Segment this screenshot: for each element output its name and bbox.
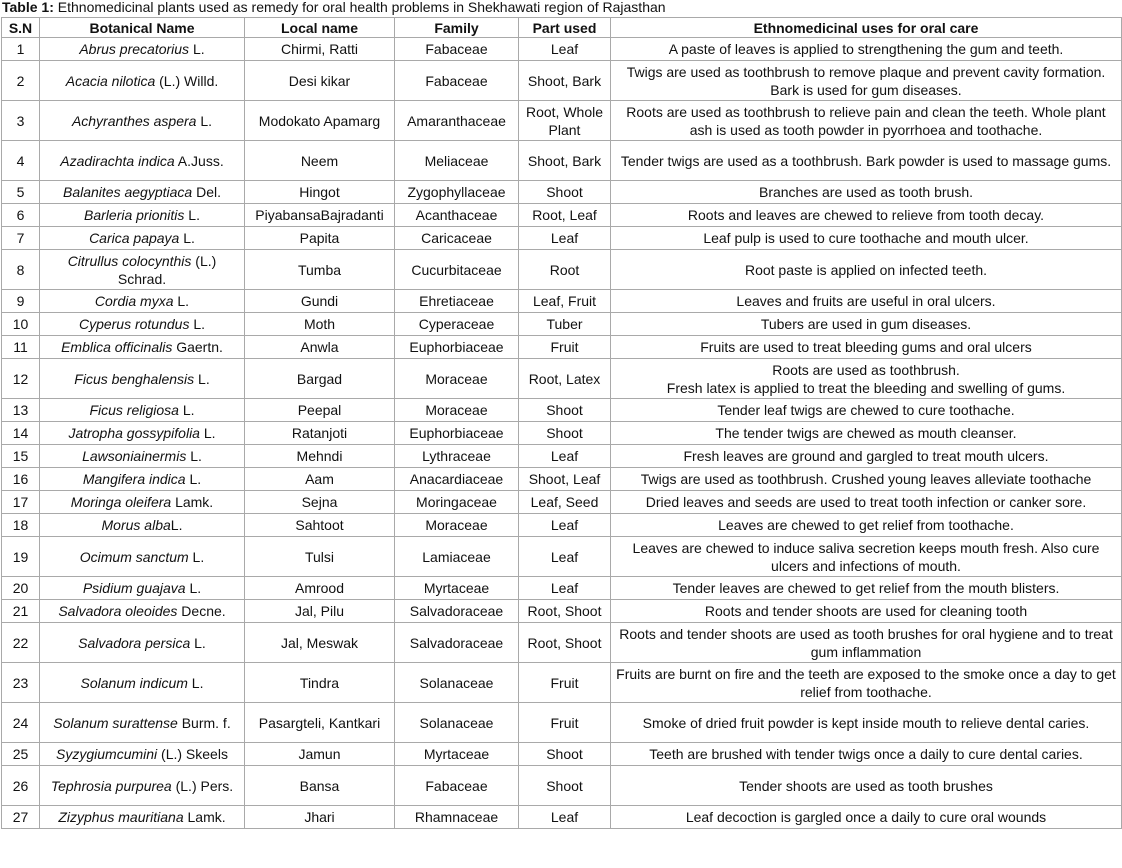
- cell-family: Lamiaceae: [395, 537, 519, 577]
- botanical-author: Gaertn.: [172, 339, 223, 355]
- botanical-genus-species: Cordia myxa: [94, 293, 174, 309]
- cell-local-name: Modokato Apamarg: [245, 101, 395, 141]
- table-row: [2, 514, 1122, 537]
- cell-botanical-name: [40, 250, 245, 290]
- botanical-author: L.: [170, 517, 183, 533]
- botanical-genus-species: Salvadora oleoides: [58, 603, 178, 619]
- botanical-author: L.: [184, 207, 200, 223]
- cell-sn: 5: [2, 181, 40, 204]
- cell-uses: Fruits are burnt on fire and the teeth are exposed to the smoke once a day to get relief from toothache.: [611, 663, 1122, 703]
- cell-uses: Twigs are used as toothbrush. Crushed young leaves alleviate toothache: [611, 468, 1122, 491]
- table-row: [2, 204, 1122, 227]
- cell-botanical-name: [40, 227, 245, 250]
- cell-part-used: Shoot, Bark: [519, 141, 611, 181]
- cell-local-name: Papita: [245, 227, 395, 250]
- cell-family: Euphorbiaceae: [395, 422, 519, 445]
- table-row: [2, 227, 1122, 250]
- botanical-author: L.: [173, 293, 190, 309]
- botanical-author: L.: [189, 41, 205, 57]
- botanical-author: Lamk.: [183, 809, 226, 825]
- botanical-genus-species: Psidium guajava: [82, 580, 186, 596]
- cell-sn: 2: [2, 61, 40, 101]
- botanical-genus-species: Carica papaya: [89, 230, 180, 246]
- cell-uses: Teeth are brushed with tender twigs once a daily to cure dental caries.: [611, 743, 1122, 766]
- table-row: [2, 359, 1122, 399]
- botanical-genus-species: Zizyphus mauritiana: [58, 809, 184, 825]
- botanical-author: Burm. f.: [177, 714, 231, 731]
- cell-uses: A paste of leaves is applied to strengthening the gum and teeth.: [611, 38, 1122, 61]
- table-row: [2, 537, 1122, 577]
- table-row: [2, 399, 1122, 422]
- cell-botanical-name: [40, 468, 245, 491]
- table-row: [2, 313, 1122, 336]
- cell-botanical-name: [40, 806, 245, 829]
- cell-part-used: Shoot: [519, 743, 611, 766]
- cell-sn: 4: [2, 141, 40, 181]
- cell-uses: Roots are used as toothbrush. Fresh latex is applied to treat the bleeding and swelling of gums.: [611, 359, 1122, 399]
- cell-part-used: Shoot: [519, 399, 611, 422]
- botanical-author: L.: [179, 230, 195, 246]
- cell-local-name: Jamun: [245, 743, 395, 766]
- cell-botanical-name: [40, 600, 245, 623]
- botanical-author: (L.) Willd.: [155, 72, 219, 89]
- cell-sn: 1: [2, 38, 40, 61]
- cell-family: Fabaceae: [395, 61, 519, 101]
- cell-part-used: Root, Latex: [519, 359, 611, 399]
- table-caption: [0, 0, 1122, 17]
- cell-part-used: Shoot: [519, 422, 611, 445]
- cell-part-used: Shoot, Bark: [519, 61, 611, 101]
- cell-part-used: Fruit: [519, 703, 611, 743]
- cell-part-used: Tuber: [519, 313, 611, 336]
- cell-local-name: Bansa: [245, 766, 395, 806]
- cell-uses: Leaves are chewed to induce saliva secretion keeps mouth fresh. Also cure ulcers and infections of mouth.: [611, 537, 1122, 577]
- cell-botanical-name: [40, 623, 245, 663]
- cell-family: Zygophyllaceae: [395, 181, 519, 204]
- cell-local-name: PiyabansaBajradanti: [245, 204, 395, 227]
- botanical-author: L.: [189, 316, 206, 332]
- botanical-author: A.Juss.: [174, 152, 224, 169]
- cell-botanical-name: [40, 491, 245, 514]
- botanical-author: L.: [188, 548, 205, 565]
- cell-botanical-name: [40, 359, 245, 399]
- cell-part-used: Leaf: [519, 514, 611, 537]
- table-row: [2, 663, 1122, 703]
- cell-uses: Leaves and fruits are useful in oral ulcers.: [611, 290, 1122, 313]
- cell-uses: Twigs are used as toothbrush to remove plaque and prevent cavity formation. Bark is used for gum diseases.: [611, 61, 1122, 101]
- cell-family: Anacardiaceae: [395, 468, 519, 491]
- cell-uses: Root paste is applied on infected teeth.: [611, 250, 1122, 290]
- cell-family: Cyperaceae: [395, 313, 519, 336]
- cell-sn: 7: [2, 227, 40, 250]
- botanical-genus-species: Jatropha gossypifolia: [68, 425, 200, 441]
- cell-sn: 16: [2, 468, 40, 491]
- cell-sn: 10: [2, 313, 40, 336]
- cell-local-name: Moth: [245, 313, 395, 336]
- cell-local-name: Bargad: [245, 359, 395, 399]
- cell-local-name: Desi kikar: [245, 61, 395, 101]
- cell-part-used: Shoot: [519, 766, 611, 806]
- table-row: [2, 703, 1122, 743]
- cell-botanical-name: [40, 537, 245, 577]
- cell-part-used: Shoot, Leaf: [519, 468, 611, 491]
- table-row: [2, 422, 1122, 445]
- cell-uses: Tender leaves are chewed to get relief from the mouth blisters.: [611, 577, 1122, 600]
- header-sn: S.N: [2, 18, 40, 38]
- cell-sn: 24: [2, 703, 40, 743]
- cell-uses: Roots are used as toothbrush to relieve pain and clean the teeth. Whole plant ash is used as tooth powder in pyorrhoea and toothache.: [611, 101, 1122, 141]
- cell-uses: Branches are used as tooth brush.: [611, 181, 1122, 204]
- table-row: [2, 743, 1122, 766]
- cell-part-used: Leaf, Seed: [519, 491, 611, 514]
- botanical-genus-species: Ocimum sanctum: [79, 548, 189, 565]
- cell-botanical-name: [40, 204, 245, 227]
- cell-sn: 22: [2, 623, 40, 663]
- table-row: [2, 600, 1122, 623]
- cell-uses: Roots and tender shoots are used as tooth brushes for oral hygiene and to treat gum inflammation: [611, 623, 1122, 663]
- cell-sn: 13: [2, 399, 40, 422]
- cell-botanical-name: [40, 514, 245, 537]
- botanical-author: Del.: [192, 184, 221, 200]
- botanical-author: L.: [196, 112, 213, 129]
- cell-uses: Leaf decoction is gargled once a daily to cure oral wounds: [611, 806, 1122, 829]
- cell-uses: Fruits are used to treat bleeding gums and oral ulcers: [611, 336, 1122, 359]
- cell-family: Lythraceae: [395, 445, 519, 468]
- table-row: [2, 806, 1122, 829]
- botanical-author: L.: [199, 425, 216, 441]
- table-caption-text: Ethnomedicinal plants used as remedy for oral health problems in Shekhawati region of Rajasthan: [53, 0, 666, 15]
- cell-botanical-name: [40, 181, 245, 204]
- cell-sn: 27: [2, 806, 40, 829]
- cell-uses: Tender twigs are used as a toothbrush. Bark powder is used to massage gums.: [611, 141, 1122, 181]
- cell-sn: 3: [2, 101, 40, 141]
- table-row: [2, 623, 1122, 663]
- cell-local-name: Tindra: [245, 663, 395, 703]
- table-header-row: [2, 18, 1122, 38]
- cell-part-used: Fruit: [519, 336, 611, 359]
- botanical-author: L.: [194, 370, 210, 387]
- table-row: [2, 445, 1122, 468]
- table-row: [2, 38, 1122, 61]
- cell-uses: Dried leaves and seeds are used to treat tooth infection or canker sore.: [611, 491, 1122, 514]
- cell-local-name: Anwla: [245, 336, 395, 359]
- table-row: [2, 61, 1122, 101]
- cell-family: Moraceae: [395, 399, 519, 422]
- botanical-genus-species: Mangifera indica: [82, 471, 186, 487]
- cell-part-used: Root, Leaf: [519, 204, 611, 227]
- botanical-genus-species: Acacia nilotica: [65, 72, 156, 89]
- table-row: [2, 181, 1122, 204]
- cell-sn: 6: [2, 204, 40, 227]
- table-body: [2, 38, 1122, 829]
- cell-family: Myrtaceae: [395, 577, 519, 600]
- cell-family: Amaranthaceae: [395, 101, 519, 141]
- cell-sn: 19: [2, 537, 40, 577]
- cell-uses: Tender shoots are used as tooth brushes: [611, 766, 1122, 806]
- cell-part-used: Shoot: [519, 181, 611, 204]
- cell-local-name: Peepal: [245, 399, 395, 422]
- cell-sn: 21: [2, 600, 40, 623]
- cell-family: Fabaceae: [395, 38, 519, 61]
- cell-family: Salvadoraceae: [395, 623, 519, 663]
- botanical-author: Decne.: [177, 603, 226, 619]
- cell-local-name: Ratanjoti: [245, 422, 395, 445]
- cell-local-name: Sejna: [245, 491, 395, 514]
- botanical-author: (L.) Skeels: [157, 746, 228, 762]
- cell-part-used: Leaf: [519, 577, 611, 600]
- botanical-genus-species: Ficus benghalensis: [74, 370, 195, 387]
- cell-part-used: Fruit: [519, 663, 611, 703]
- cell-uses: Tubers are used in gum diseases.: [611, 313, 1122, 336]
- cell-local-name: Tumba: [245, 250, 395, 290]
- cell-botanical-name: [40, 141, 245, 181]
- table-row: [2, 766, 1122, 806]
- cell-sn: 25: [2, 743, 40, 766]
- cell-family: Fabaceae: [395, 766, 519, 806]
- cell-uses: The tender twigs are chewed as mouth cleanser.: [611, 422, 1122, 445]
- cell-local-name: Sahtoot: [245, 514, 395, 537]
- cell-family: Moringaceae: [395, 491, 519, 514]
- cell-sn: 17: [2, 491, 40, 514]
- botanical-genus-species: Moringa oleifera: [70, 494, 172, 510]
- cell-sn: 9: [2, 290, 40, 313]
- cell-part-used: Leaf: [519, 227, 611, 250]
- cell-sn: 14: [2, 422, 40, 445]
- cell-part-used: Leaf: [519, 445, 611, 468]
- cell-uses: Smoke of dried fruit powder is kept inside mouth to relieve dental caries.: [611, 703, 1122, 743]
- cell-botanical-name: [40, 101, 245, 141]
- cell-local-name: Amrood: [245, 577, 395, 600]
- cell-family: Moraceae: [395, 359, 519, 399]
- botanical-genus-species: Azadirachta indica: [60, 152, 175, 169]
- cell-sn: 20: [2, 577, 40, 600]
- cell-part-used: Root: [519, 250, 611, 290]
- cell-botanical-name: [40, 577, 245, 600]
- botanical-genus-species: Tephrosia purpurea: [50, 777, 172, 794]
- cell-part-used: Leaf: [519, 38, 611, 61]
- header-uses: Ethnomedicinal uses for oral care: [611, 18, 1122, 38]
- cell-uses: Fresh leaves are ground and gargled to treat mouth ulcers.: [611, 445, 1122, 468]
- cell-local-name: Jal, Meswak: [245, 623, 395, 663]
- cell-botanical-name: [40, 703, 245, 743]
- header-family: Family: [395, 18, 519, 38]
- cell-part-used: Leaf, Fruit: [519, 290, 611, 313]
- botanical-genus-species: Cyperus rotundus: [78, 316, 190, 332]
- cell-botanical-name: [40, 422, 245, 445]
- cell-part-used: Root, Whole Plant: [519, 101, 611, 141]
- botanical-genus-species: Balanites aegyptiaca: [63, 184, 193, 200]
- botanical-author: (L.) Schrad.: [117, 252, 217, 287]
- cell-family: Cucurbitaceae: [395, 250, 519, 290]
- table-row: [2, 491, 1122, 514]
- botanical-genus-species: Lawsoniainermis: [82, 448, 187, 464]
- cell-family: Salvadoraceae: [395, 600, 519, 623]
- cell-family: Solanaceae: [395, 663, 519, 703]
- botanical-genus-species: Morus alba: [101, 517, 171, 533]
- botanical-author: L.: [178, 402, 195, 418]
- table-row: [2, 468, 1122, 491]
- cell-local-name: Hingot: [245, 181, 395, 204]
- cell-botanical-name: [40, 336, 245, 359]
- botanical-genus-species: Solanum surattense: [53, 714, 178, 731]
- botanical-genus-species: Achyranthes aspera: [71, 112, 197, 129]
- cell-family: Caricaceae: [395, 227, 519, 250]
- botanical-author: L.: [190, 634, 206, 651]
- cell-uses: Roots and tender shoots are used for cleaning tooth: [611, 600, 1122, 623]
- cell-sn: 18: [2, 514, 40, 537]
- cell-sn: 15: [2, 445, 40, 468]
- cell-part-used: Leaf: [519, 806, 611, 829]
- table-row: [2, 141, 1122, 181]
- botanical-genus-species: Barleria prionitis: [84, 207, 185, 223]
- cell-part-used: Leaf: [519, 537, 611, 577]
- botanical-author: L.: [185, 471, 202, 487]
- cell-family: Moraceae: [395, 514, 519, 537]
- table-row: [2, 101, 1122, 141]
- cell-uses: Leaves are chewed to get relief from toothache.: [611, 514, 1122, 537]
- cell-family: Rhamnaceae: [395, 806, 519, 829]
- cell-sn: 11: [2, 336, 40, 359]
- cell-family: Ehretiaceae: [395, 290, 519, 313]
- header-local-name: Local name: [245, 18, 395, 38]
- cell-local-name: Tulsi: [245, 537, 395, 577]
- ethnomedicinal-plants-table: [1, 17, 1122, 829]
- cell-local-name: Gundi: [245, 290, 395, 313]
- cell-botanical-name: [40, 399, 245, 422]
- header-botanical-name: Botanical Name: [40, 18, 245, 38]
- cell-local-name: Pasargteli, Kantkari: [245, 703, 395, 743]
- cell-botanical-name: [40, 445, 245, 468]
- cell-botanical-name: [40, 663, 245, 703]
- cell-uses: Leaf pulp is used to cure toothache and mouth ulcer.: [611, 227, 1122, 250]
- cell-local-name: Neem: [245, 141, 395, 181]
- cell-local-name: Mehndi: [245, 445, 395, 468]
- botanical-genus-species: Citrullus colocynthis: [67, 252, 192, 269]
- cell-local-name: Jal, Pilu: [245, 600, 395, 623]
- botanical-author: (L.) Pers.: [171, 777, 234, 794]
- table-row: [2, 336, 1122, 359]
- botanical-author: L.: [187, 674, 204, 691]
- cell-botanical-name: [40, 61, 245, 101]
- cell-botanical-name: [40, 766, 245, 806]
- botanical-author: Lamk.: [171, 494, 214, 510]
- cell-part-used: Root, Shoot: [519, 600, 611, 623]
- botanical-genus-species: Abrus precatorius: [79, 41, 190, 57]
- cell-local-name: Chirmi, Ratti: [245, 38, 395, 61]
- botanical-genus-species: Salvadora persica: [78, 634, 191, 651]
- botanical-genus-species: Ficus religiosa: [89, 402, 179, 418]
- botanical-author: L.: [185, 580, 202, 596]
- cell-sn: 23: [2, 663, 40, 703]
- cell-botanical-name: [40, 743, 245, 766]
- botanical-author: L.: [186, 448, 202, 464]
- cell-botanical-name: [40, 38, 245, 61]
- cell-uses: Tender leaf twigs are chewed to cure toothache.: [611, 399, 1122, 422]
- cell-botanical-name: [40, 290, 245, 313]
- botanical-genus-species: Solanum indicum: [80, 674, 188, 691]
- cell-family: Meliaceae: [395, 141, 519, 181]
- cell-part-used: Root, Shoot: [519, 623, 611, 663]
- cell-family: Acanthaceae: [395, 204, 519, 227]
- cell-sn: 26: [2, 766, 40, 806]
- cell-sn: 12: [2, 359, 40, 399]
- table-row: [2, 577, 1122, 600]
- cell-uses: Roots and leaves are chewed to relieve from tooth decay.: [611, 204, 1122, 227]
- cell-family: Euphorbiaceae: [395, 336, 519, 359]
- cell-local-name: Aam: [245, 468, 395, 491]
- header-part-used: Part used: [519, 18, 611, 38]
- botanical-genus-species: Emblica officinalis: [61, 339, 173, 355]
- botanical-genus-species: Syzygiumcumini: [56, 746, 158, 762]
- table-row: [2, 290, 1122, 313]
- cell-family: Myrtaceae: [395, 743, 519, 766]
- cell-botanical-name: [40, 313, 245, 336]
- table-row: [2, 250, 1122, 290]
- cell-local-name: Jhari: [245, 806, 395, 829]
- cell-sn: 8: [2, 250, 40, 290]
- table-caption-label: Table 1:: [2, 0, 54, 15]
- cell-family: Solanaceae: [395, 703, 519, 743]
